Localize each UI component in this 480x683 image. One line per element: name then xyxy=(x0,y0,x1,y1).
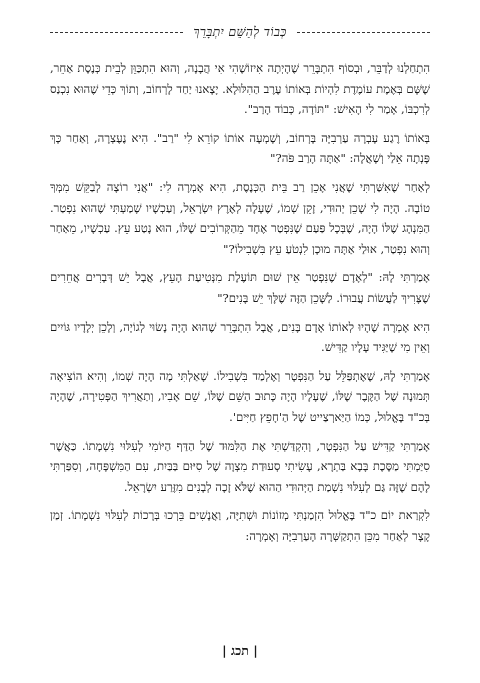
running-header-title: כְּבוֹד לְהַשֵּׁם יִתְבָּרֵךְ xyxy=(193,24,287,39)
header-rule-right xyxy=(297,32,430,33)
paragraph: אָמַרְתִּי לָהּ: "לְאָדָם שֶׁנִּפְטַר אֵין שׁוּם תּוֹעֶלֶת מִנְּטִיעַת הָעֵץ, אֲבָל יֵשׁ דְּבָרִים אֲחֵרִים שֶׁצָּרִיךְ לַעֲשׂוֹת עֲבוּרוֹ. לַשָּׁכֵן הַזֶּה שֶׁלָּךְ יֵשׁ בָּנִים?" xyxy=(50,270,430,305)
paragraph: בְּאוֹתוֹ רֶגַע עָבְרָה עַרְבִיָּה בָּרְחוֹב, וְשָׁמְעָה אוֹתוֹ קוֹרֵא לִי "רַב". הִיא נֶעֶצְרָה, וְאַחַר כָּךְ פָּנְתָה אֵלַי וְשָׁאֲלָה: "אַתָּה הָרַב פֹּה?" xyxy=(50,130,430,166)
paragraph: הִתְחַלְנוּ לְדַבֵּר, וּבְסוֹף הִתְבָּרֵר שֶׁהָיְתָה אִיזוֹשֶׁהִי אִי הֲבָנָה, וְהוּא הִתְכַּוֵּן לְבֵית כְּנֶסֶת אַחֵר, שֶׁשָּׁם בְּאֶמֶת עוֹמֶדֶת לִהְיוֹת בְּאוֹתוֹ עֶרֶב הַהִלּוּלָא. יָצָאנוּ יַחַד לָרְחוֹב, וְתוֹךְ כְּדֵי שֶׁהוּא נִכְנַס לְרִכְבּוֹ, אָמַר לִי הָאִישׁ: "תּוֹדָה, כְּבוֹד הָרַב". xyxy=(50,61,430,117)
paragraph: לְאַחַר שֶׁאִשַּׁרְתִּי שֶׁאֲנִי אָכֵן רַב בֵּית הַכְּנֶסֶת, הִיא אָמְרָה לִי: "אֲנִי רוֹצָה לְבַקֵּשׁ מִמְּךָ טוֹבָה. הָיָה לִי שָׁכֵן יְהוּדִי, זָקֵן שְׁמוֹ, שֶׁעָלָה לְאֶרֶץ יִשְׂרָאֵל, וְעַכְשָׁיו שָׁמַעְתִּי שֶׁהוּא נִפְטַר. הַמִּנְהָג שֶׁלּוֹ הָיָה, שֶׁבְּכָל פַּעַם שֶׁנִּפְטַר אֶחָד מֵהַקְּרוֹבִים שֶׁלּוֹ, הוּא נָטַע עֵץ. עַכְשָׁיו, מֵאַחַר וְהוּא נִפְטַר, אוּלַי אַתָּה מוּכָן לִנְטֹעַ עֵץ בִּשְׁבִילוֹ?" xyxy=(50,179,430,256)
paragraph: אָמַרְתִּי לָהּ, שֶׁאֶתְפַּלֵּל עַל הַנִּפְטָר וְאֶלְמַד בִּשְׁבִילוֹ. שָׁאַלְתִּי מָה הָיָה שְׁמוֹ, וְהִיא הוֹצִיאָה תְּמוּנָה שֶׁל הַקֶּבֶר שֶׁלּוֹ, שֶׁעָלָיו הָיָה כָּתוּב הַשֵּׁם שֶׁלּוֹ, שֵׁם אָבִיו, וְתַאֲרִיךְ הַפְּטִירָה, שֶׁהָיָה בְּכ"ד בֶּאֱלוּל, כְּמוֹ הַיַּארְצַייט שֶׁל הַ'חָפֵץ חַיִּים'. xyxy=(50,368,430,424)
header-rule-left xyxy=(50,32,183,33)
paragraph: אָמַרְתִּי קַדִּישׁ עַל הַנִּפְטָר, וְהִקְדַּשְׁתִּי אֶת הַלִּמּוּד שֶׁל הַדַּף הַיּוֹמִי לְעִלּוּי נִשְׁמָתוֹ. כַּאֲשֶׁר סִיַּמְתִּי מַסֶּכֶת בָּבָא בַּתְרָא, עָשִׂיתִי סְעוּדַת מִצְוָה שֶׁל סִיּוּם בַּבַּיִת, עִם הַמִּשְׁפָּחָה, וְסִפַּרְתִּי לָהֶם שֶׁזֶּה גַּם לְעִלּוּי נִשְׁמַת הַיְּהוּדִי הַהוּא שֶׁלֹּא זָכָה לְבָנִים מִזֶּרַע יִשְׂרָאֵל. xyxy=(50,438,430,494)
page-number: | תכג | xyxy=(222,643,258,658)
running-header xyxy=(50,22,430,42)
paragraph: לִקְרַאת יוֹם כ"ד בֶּאֱלוּל הִזְמַנְתִּי מְזוֹנוֹת וּשְׁתִיָּה, וַאֲנָשִׁים בֵּרְכוּ בְּרָכוֹת לְעִלּוּי נִשְׁמָתוֹ. זְמַן קָצָר לְאַחַר מִכֵּן הִתְקַשְּׁרָה הָעַרְבִיָּה וְאָמְרָה: xyxy=(50,508,430,543)
body-text xyxy=(50,58,430,546)
paragraph: הִיא אָמְרָה שֶׁהָיוּ לְאוֹתוֹ אָדָם בָּנִים, אֲבָל הִתְבָּרֵר שֶׁהוּא הָיָה נָשׂוּי לְגוֹיָה, וְלָכֵן יְלָדָיו גּוֹיִים וְאֵין מִי שֶׁיַּגִּיד עָלָיו קַדִּישׁ. xyxy=(50,319,430,355)
